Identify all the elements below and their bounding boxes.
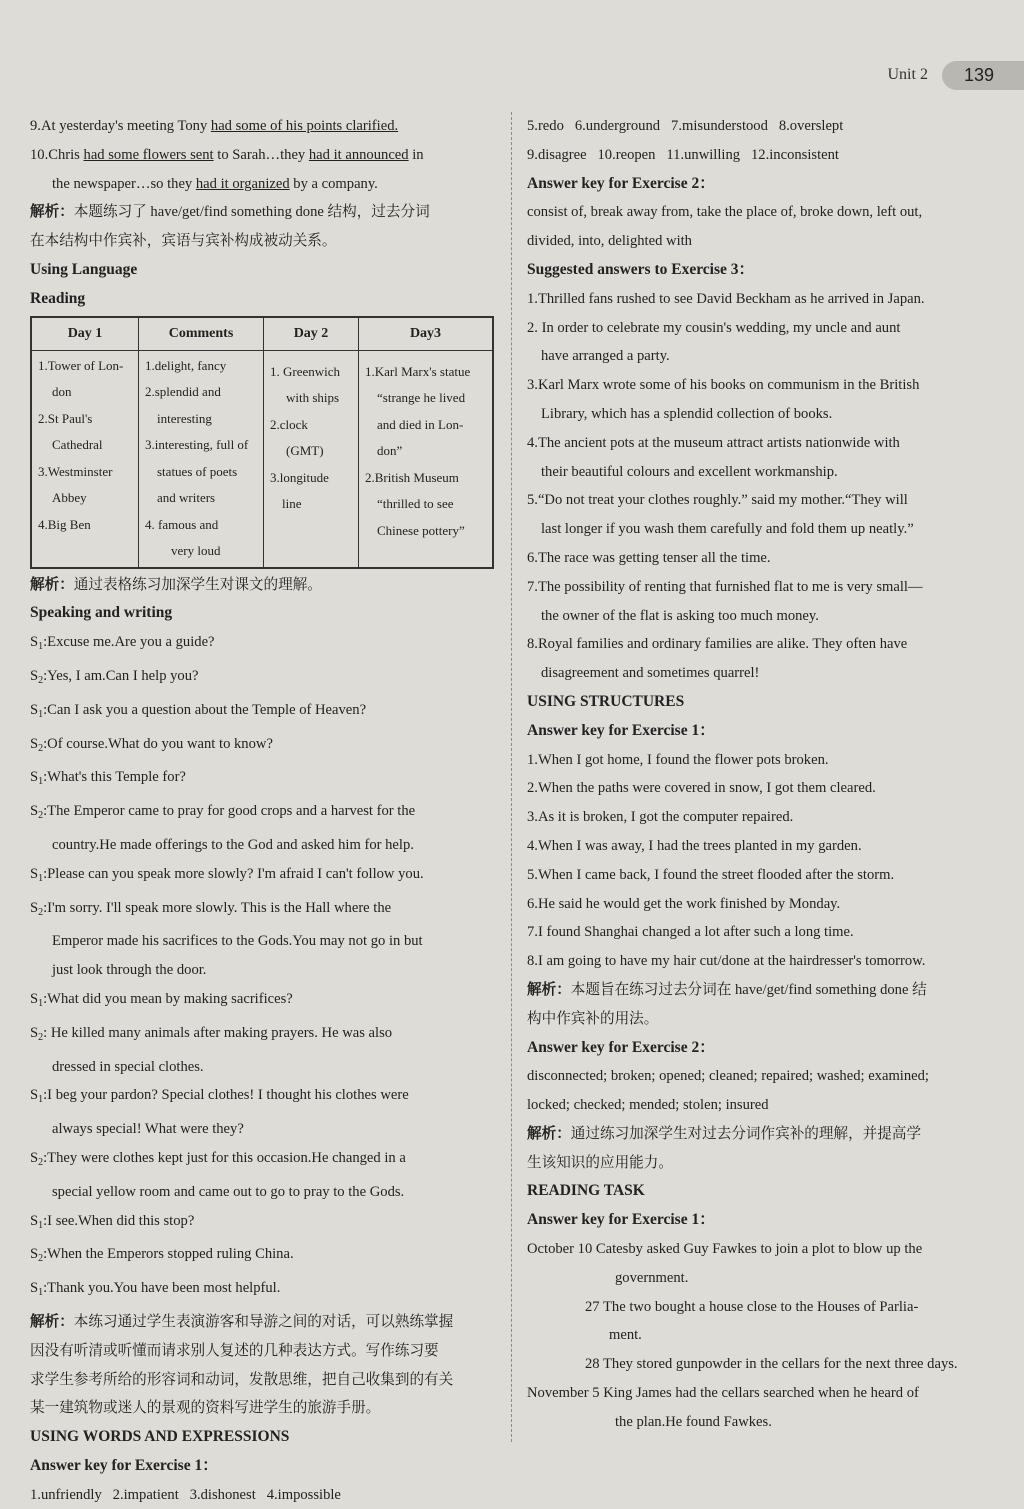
table-cell-line: 2.clock: [270, 412, 352, 439]
table-cell-line: 2.British Museum: [365, 465, 486, 492]
table-cell-line: 3.interesting, full of: [145, 432, 257, 459]
note-3-line: 因没有听清或听懂而请求别人复述的几种表达方式。写作练习要: [30, 1337, 495, 1366]
note-5-cont: 生该知识的应用能力。: [527, 1149, 992, 1178]
table-cell-line: Abbey: [38, 485, 132, 512]
table-header-day2: Day 2: [264, 317, 359, 351]
table-cell-line: 4. famous and: [145, 512, 257, 539]
table-cell-line: 2.splendid and: [145, 379, 257, 406]
speaker-label: $S_1$: [30, 702, 43, 718]
answer-line: the owner of the flat is asking too much money.: [527, 602, 992, 631]
speaker-label: $S_2$: [30, 1150, 43, 1166]
timeline-date: 27: [585, 1299, 600, 1315]
table-cell-day2: [264, 350, 359, 568]
answer-key-heading: Answer key for Exercise 1：: [30, 1452, 495, 1481]
note-3-line: 某一建筑物或迷人的景观的资料写进学生的旅游手册。: [30, 1394, 495, 1423]
answer-line: 5.redo 6.underground 7.misunderstood 8.overslept: [527, 112, 992, 141]
speaker-number: 1: [38, 1094, 43, 1105]
table-cell-line: don”: [365, 438, 486, 465]
table-cell-line: statues of poets: [145, 459, 257, 486]
table-cell-line: line: [270, 491, 352, 518]
table-cell-line: Cathedral: [38, 432, 132, 459]
note-1-cont: 在本结构中作宾补，宾语与宾补构成被动关系。: [30, 227, 495, 256]
exercise-3-answers: [527, 285, 992, 688]
answer-line: locked; checked; mended; stolen; insured: [527, 1091, 992, 1120]
table-cell-line: with ships: [270, 385, 352, 412]
answer-key-heading: Answer key for Exercise 2：: [527, 1034, 992, 1063]
speaker-label: $S_2$: [30, 803, 43, 819]
column-divider: [511, 112, 512, 1442]
table-cell-line: (GMT): [270, 438, 352, 465]
exercise-line-10-cont: the newspaper…so they had it organized by a company.: [30, 170, 495, 199]
timeline-line: 28 They stored gunpowder in the cellars for the next three days.: [527, 1350, 992, 1379]
timeline-date: November 5: [527, 1385, 600, 1401]
timeline-line-cont: the plan.He found Fawkes.: [527, 1408, 992, 1437]
speaker-number: 2: [38, 1253, 43, 1264]
speaker-number: 2: [38, 675, 43, 686]
speaker-number: 1: [38, 873, 43, 884]
timeline-line: November 5 King James had the cellars searched when he heard of: [527, 1379, 992, 1408]
answer-key-heading: Answer key for Exercise 1：: [527, 717, 992, 746]
section-heading-reading-task: READING TASK: [527, 1177, 992, 1206]
answer-line: 7.The possibility of renting that furnished flat to me is very small—: [527, 573, 992, 602]
answer-line: Library, which has a splendid collection of books.: [527, 400, 992, 429]
dialogue-line-cont: country.He made offerings to the God and asked him for help.: [30, 831, 495, 860]
answer-line: 1.unfriendly 2.impatient 3.dishonest 4.impossible: [30, 1481, 495, 1509]
speaker-label: $S_2$: [30, 668, 43, 684]
note-5: 解析：通过练习加深学生对过去分词作宾补的理解，并提高学: [527, 1120, 992, 1149]
note-3-line: 求学生参考所给的形容词和动词，发散思维，把自己收集到的有关: [30, 1366, 495, 1395]
answer-line: 6.He said he would get the work finished by Monday.: [527, 890, 992, 919]
answer-line: 5.When I came back, I found the street flooded after the storm.: [527, 861, 992, 890]
dialogue-line: $S_1:Thank$ you.You have been most helpful.: [30, 1274, 495, 1308]
speaker-number: 1: [38, 1220, 43, 1231]
table-header-day3: Day3: [359, 317, 494, 351]
timeline-line: October 10 Catesby asked Guy Fawkes to join a plot to blow up the: [527, 1235, 992, 1264]
note-3: 解析：本练习通过学生表演游客和导游之间的对话，可以熟练掌握: [30, 1308, 495, 1337]
table-header-day1: Day 1: [31, 317, 139, 351]
table-cell-line: 1.Tower of Lon-: [38, 353, 132, 380]
dialogue-line: $S_2:The$ Emperor came to pray for good crops and a harvest for the: [30, 797, 495, 831]
table-cell-line: 4.Big Ben: [38, 512, 132, 539]
dialogue-line: $S_1:Please$ can you speak more slowly? I'm afraid I can't follow you.: [30, 860, 495, 894]
table-cell-line: 2.St Paul's: [38, 406, 132, 433]
dialogue-line: $S_1:I$ see.When did this stop?: [30, 1207, 495, 1241]
speaker-number: 2: [38, 907, 43, 918]
section-heading-using-language: Using Language: [30, 256, 495, 285]
timeline-line: 27 The two bought a house close to the Houses of Parlia-: [527, 1293, 992, 1322]
table-cell-line: interesting: [145, 406, 257, 433]
table-cell-line: 1.delight, fancy: [145, 353, 257, 380]
section-heading-using-words: USING WORDS AND EXPRESSIONS: [30, 1423, 495, 1452]
answer-key-heading: Answer key for Exercise 1：: [527, 1206, 992, 1235]
speaker-label: $S_1$: [30, 634, 43, 650]
dialogue-line: $S_2$: He killed many animals after making prayers. He was also: [30, 1019, 495, 1053]
dialogue-line: $S_2:They$ were clothes kept just for this occasion.He changed in a: [30, 1144, 495, 1178]
speaker-label: $S_2$: [30, 900, 43, 916]
speaker-label: $S_1$: [30, 991, 43, 1007]
table-cell-line: Chinese pottery”: [365, 518, 486, 545]
dialogue-line-cont: just look through the door.: [30, 956, 495, 985]
answer-line: 3.As it is broken, I got the computer repaired.: [527, 803, 992, 832]
section-heading-speaking-writing: Speaking and writing: [30, 599, 495, 628]
speaker-number: 2: [38, 1157, 43, 1168]
answer-line: their beautiful colours and excellent workmanship.: [527, 458, 992, 487]
timeline-date: 28: [585, 1356, 600, 1372]
answer-line: 4.The ancient pots at the museum attract artists nationwide with: [527, 429, 992, 458]
speaker-number: 2: [38, 743, 43, 754]
answer-line: 1.When I got home, I found the flower pots broken.: [527, 746, 992, 775]
answer-line: divided, into, delighted with: [527, 227, 992, 256]
speaker-number: 1: [38, 641, 43, 652]
answer-line: have arranged a party.: [527, 342, 992, 371]
dialogue-line-cont: dressed in special clothes.: [30, 1053, 495, 1082]
speaker-number: 1: [38, 1287, 43, 1298]
answer-line: 6.The race was getting tenser all the time.: [527, 544, 992, 573]
dialogue-line: $S_2:I'm$ sorry. I'll speak more slowly. This is the Hall where the: [30, 894, 495, 928]
section-heading-reading: Reading: [30, 285, 495, 314]
answer-key-heading: Answer key for Exercise 2：: [527, 170, 992, 199]
note-4-cont: 构中作宾补的用法。: [527, 1005, 992, 1034]
speaker-label: $S_1$: [30, 866, 43, 882]
answer-line: 5.“Do not treat your clothes roughly.” said my mother.“They will: [527, 486, 992, 515]
table-cell-day3: [359, 350, 494, 568]
table-cell-line: “strange he lived: [365, 385, 486, 412]
table-cell-day1: [31, 350, 139, 568]
answer-line: 4.When I was away, I had the trees planted in my garden.: [527, 832, 992, 861]
structures-answers: [527, 746, 992, 976]
note-2: 解析：通过表格练习加深学生对课文的理解。: [30, 571, 495, 600]
unit-label: Unit 2: [888, 66, 928, 84]
table-cell-line: don: [38, 379, 132, 406]
timeline-line-cont: government.: [527, 1264, 992, 1293]
speaker-label: $S_1$: [30, 1280, 43, 1296]
speaker-number: 1: [38, 998, 43, 1009]
timeline-line-cont: ment.: [527, 1321, 992, 1350]
table-cell-line: 3.Westminster: [38, 459, 132, 486]
answer-line: 8.Royal families and ordinary families are alike. They often have: [527, 630, 992, 659]
speaker-label: $S_1$: [30, 1213, 43, 1229]
speaker-label: $S_2$: [30, 1246, 43, 1262]
dialogue-line: $S_1:Excuse$ me.Are you a guide?: [30, 628, 495, 662]
dialogue-line-cont: special yellow room and came out to go to pray to the Gods.: [30, 1178, 495, 1207]
exercise-line-9: 9.At yesterday's meeting Tony had some of his points clarified.: [30, 112, 495, 141]
page-number: 139: [942, 61, 1024, 90]
answer-line: consist of, break away from, take the place of, broke down, left out,: [527, 198, 992, 227]
speaker-label: $S_2$: [30, 736, 43, 752]
dialogue: [30, 628, 495, 1308]
dialogue-line-cont: always special! What were they?: [30, 1115, 495, 1144]
right-column: [527, 112, 992, 1437]
speaker-number: 2: [38, 810, 43, 821]
answer-line: 2.When the paths were covered in snow, I got them cleared.: [527, 774, 992, 803]
table-cell-line: “thrilled to see: [365, 491, 486, 518]
reading-table: [30, 316, 494, 569]
table-cell-line: 3.longitude: [270, 465, 352, 492]
answer-line: 2. In order to celebrate my cousin's wedding, my uncle and aunt: [527, 314, 992, 343]
exercise-line-10: 10.Chris had some flowers sent to Sarah…they had it announced in: [30, 141, 495, 170]
dialogue-line-cont: Emperor made his sacrifices to the Gods.You may not go in but: [30, 927, 495, 956]
suggested-answers-heading: Suggested answers to Exercise 3：: [527, 256, 992, 285]
speaker-label: $S_1$: [30, 769, 43, 785]
table-header-comments: Comments: [139, 317, 264, 351]
table-cell-line: very loud: [145, 538, 257, 565]
answer-line: 9.disagree 10.reopen 11.unwilling 12.inconsistent: [527, 141, 992, 170]
dialogue-line: $S_1:I$ beg your pardon? Special clothes! I thought his clothes were: [30, 1081, 495, 1115]
section-heading-using-structures: USING STRUCTURES: [527, 688, 992, 717]
dialogue-line: $S_1:Can$ I ask you a question about the Temple of Heaven?: [30, 696, 495, 730]
dialogue-line: $S_1:What$ did you mean by making sacrifices?: [30, 985, 495, 1019]
speaker-number: 1: [38, 709, 43, 720]
speaker-label: $S_2$: [30, 1025, 43, 1041]
answer-line: 8.I am going to have my hair cut/done at the hairdresser's tomorrow.: [527, 947, 992, 976]
table-cell-line: 1. Greenwich: [270, 359, 352, 386]
dialogue-line: $S_2:Of$ course.What do you want to know?: [30, 730, 495, 764]
note-1: 解析：本题练习了 have/get/find something done 结构，过去分词: [30, 198, 495, 227]
dialogue-line: $S_2:When$ the Emperors stopped ruling China.: [30, 1240, 495, 1274]
speaker-number: 2: [38, 1032, 43, 1043]
left-column: [30, 112, 495, 1509]
table-cell-comments: [139, 350, 264, 568]
answer-line: 1.Thrilled fans rushed to see David Beckham as he arrived in Japan.: [527, 285, 992, 314]
answer-line: disagreement and sometimes quarrel!: [527, 659, 992, 688]
answer-line: 3.Karl Marx wrote some of his books on communism in the British: [527, 371, 992, 400]
speaker-label: $S_1$: [30, 1087, 43, 1103]
answer-line: 7.I found Shanghai changed a lot after such a long time.: [527, 918, 992, 947]
page-header: [888, 58, 1024, 92]
dialogue-line: $S_1:What's$ this Temple for?: [30, 763, 495, 797]
table-cell-line: 1.Karl Marx's statue: [365, 359, 486, 386]
answer-line: disconnected; broken; opened; cleaned; repaired; washed; examined;: [527, 1062, 992, 1091]
answer-line: last longer if you wash them carefully and fold them up neatly.”: [527, 515, 992, 544]
dialogue-line: $S_2:Yes$, I am.Can I help you?: [30, 662, 495, 696]
timeline-date: October 10: [527, 1241, 592, 1257]
speaker-number: 1: [38, 776, 43, 787]
reading-task-answers: [527, 1235, 992, 1437]
table-cell-line: and writers: [145, 485, 257, 512]
table-cell-line: and died in Lon-: [365, 412, 486, 439]
note-4: 解析：本题旨在练习过去分词在 have/get/find something done 结: [527, 976, 992, 1005]
